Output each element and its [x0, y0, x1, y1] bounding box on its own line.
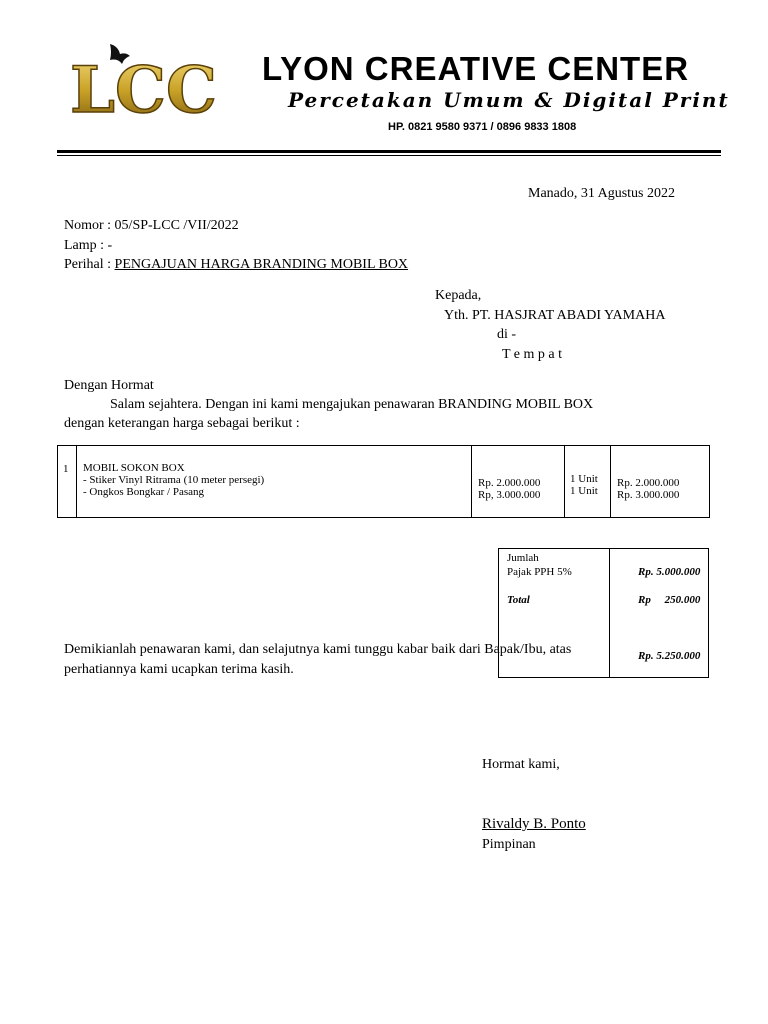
body-line-2: dengan keterangan harga sebagai berikut : [64, 416, 300, 431]
unit-price-1: Rp. 2.000.000 [478, 477, 541, 489]
attachment-line: Lamp : - [64, 238, 113, 253]
header-rule-thin [57, 155, 721, 156]
quantity-cell [565, 446, 611, 518]
closing-line-1: Demikianlah penawaran kami, dan selajutnya kami tunggu kabar baik dari Bapak/Ibu, atas [64, 642, 572, 657]
unit-price-cell [472, 446, 565, 518]
company-phone: HP. 0821 9580 9371 / 0896 9833 1808 [388, 121, 577, 133]
header-rule-thick [57, 150, 721, 153]
qty-1: 1 Unit [570, 473, 598, 485]
company-tagline: Percetakan Umum & Digital Print [288, 88, 730, 112]
signatory-title: Pimpinan [482, 837, 536, 852]
subject-value: PENGAJUAN HARGA BRANDING MOBIL BOX [114, 257, 409, 272]
subject-line [64, 256, 408, 274]
amount-cell [611, 446, 710, 518]
date-line: Manado, 31 Agustus 2022 [528, 186, 675, 201]
subject-label: Perihal : [64, 257, 115, 272]
recipient-di: di - [497, 327, 517, 342]
item-description-cell [77, 446, 472, 518]
signatory-name: Rivaldy B. Ponto [482, 816, 586, 832]
pajak-value: Rp 250.000 [638, 594, 701, 606]
regards: Hormat kami, [482, 757, 560, 772]
items-table [57, 445, 710, 518]
table-row [58, 446, 710, 518]
item-desc-1: - Stiker Vinyl Ritrama (10 meter persegi) [83, 474, 265, 486]
recipient-place: T e m p a t [502, 347, 563, 362]
pajak-label: Pajak PPH 5% [507, 566, 572, 578]
recipient-name: Yth. PT. HASJRAT ABADI YAMAHA [444, 308, 666, 323]
total-label: Total [507, 594, 530, 606]
total-value: Rp. 5.250.000 [638, 650, 701, 662]
item-number-cell: 1 [58, 446, 77, 518]
totals-values-cell [610, 549, 709, 678]
company-name: LYON CREATIVE CENTER [262, 50, 690, 87]
greeting: Dengan Hormat [64, 378, 154, 393]
jumlah-value: Rp. 5.000.000 [638, 566, 701, 578]
unit-price-2: Rp, 3.000.000 [478, 489, 541, 501]
company-logo [70, 40, 240, 120]
logo-text: LCC [70, 53, 217, 120]
letter-number: Nomor : 05/SP-LCC /VII/2022 [64, 218, 239, 233]
recipient-kepada: Kepada, [435, 288, 482, 303]
qty-2: 1 Unit [570, 485, 598, 497]
amount-2: Rp. 3.000.000 [617, 489, 680, 501]
body-line-1: Salam sejahtera. Dengan ini kami mengajukan penawaran BRANDING MOBIL BOX [110, 397, 594, 412]
amount-1: Rp. 2.000.000 [617, 477, 680, 489]
item-desc-2: - Ongkos Bongkar / Pasang [83, 486, 204, 498]
closing-line-2: perhatiannya kami ucapkan terima kasih. [64, 662, 294, 677]
item-title: MOBIL SOKON BOX [83, 462, 185, 474]
jumlah-label: Jumlah [507, 552, 539, 564]
